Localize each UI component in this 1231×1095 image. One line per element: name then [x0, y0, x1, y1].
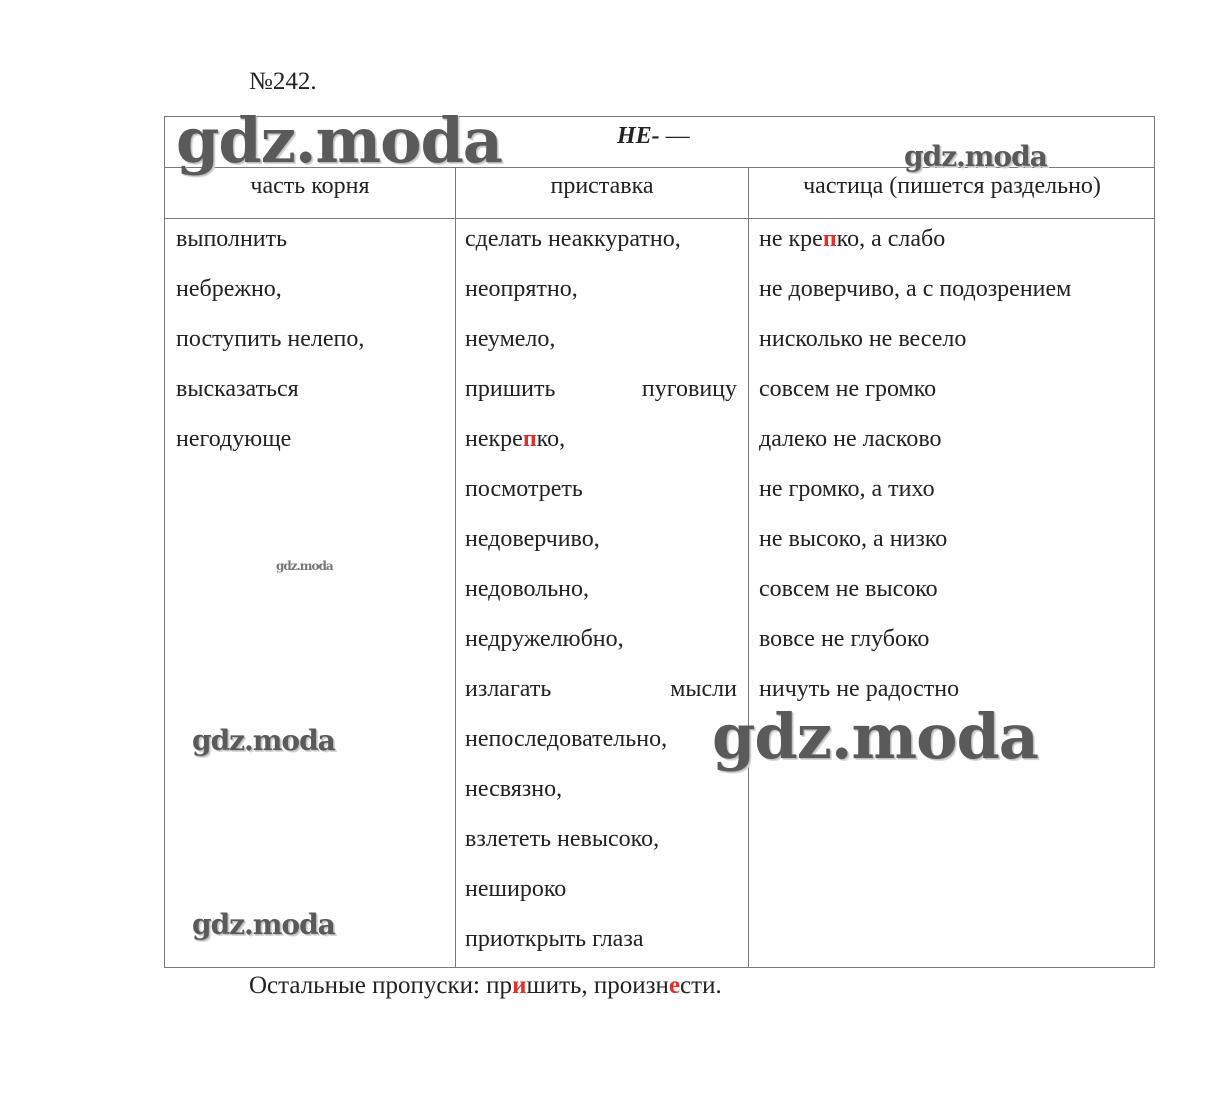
list-item: небрежно, — [176, 276, 282, 302]
list-item: пришить пуговицу — [465, 376, 737, 402]
answer-table — [164, 116, 1155, 968]
column-divider-2 — [748, 167, 749, 967]
list-item: высказаться — [176, 376, 299, 402]
list-item: нешироко — [465, 876, 567, 902]
list-item: недоверчиво, — [465, 526, 600, 552]
watermark-logo: gdz.moda — [904, 140, 1047, 173]
list-item: не громко, а тихо — [759, 476, 935, 502]
exercise-number: №242. — [249, 68, 317, 95]
watermark-logo: gdz.moda — [176, 104, 502, 177]
list-item: недовольно, — [465, 576, 590, 602]
table-title: НЕ- — — [617, 123, 690, 149]
header-prefix: приставка — [550, 173, 654, 199]
list-item: вовсе не глубоко — [759, 626, 930, 652]
list-item: ничуть не радостно — [759, 676, 960, 702]
column-prefix — [465, 221, 737, 971]
list-item: нисколько не весело — [759, 326, 967, 352]
watermark-logo: gdz.moda — [192, 908, 335, 941]
list-item: некрепко, — [465, 426, 566, 452]
list-item: неумело, — [465, 326, 556, 352]
header-divider — [165, 218, 1154, 219]
watermark-logo: gdz.moda — [712, 700, 1038, 773]
remaining-gaps-note: Остальные пропуски: пришить, произнести. — [249, 972, 722, 999]
list-item: непоследовательно, — [465, 726, 668, 752]
list-item: не крепко, а слабо — [759, 226, 946, 252]
list-item: несвязно, — [465, 776, 563, 802]
list-item: взлететь невысоко, — [465, 826, 660, 852]
list-item: далеко не ласково — [759, 426, 942, 452]
column-root-part — [176, 221, 446, 471]
list-item: неопрятно, — [465, 276, 578, 302]
header-root-part: часть корня — [250, 173, 370, 199]
column-divider-1 — [455, 167, 456, 967]
list-item: излагать мысли — [465, 676, 737, 702]
list-item: недружелюбно, — [465, 626, 624, 652]
list-item: посмотреть — [465, 476, 583, 502]
list-item: приоткрыть глаза — [465, 926, 644, 952]
column-particle — [759, 221, 1149, 721]
list-item: выполнить — [176, 226, 288, 252]
list-item: совсем не громко — [759, 376, 937, 402]
watermark-logo: gdz.moda — [192, 724, 335, 757]
list-item: не доверчиво, а с подозрением — [759, 276, 1072, 302]
list-item: сделать неаккуратно, — [465, 226, 681, 252]
watermark-logo: gdz.moda — [276, 559, 333, 573]
list-item: не высоко, а низко — [759, 526, 948, 552]
list-item: совсем не высоко — [759, 576, 938, 602]
list-item: поступить нелепо, — [176, 326, 365, 352]
list-item: негодующе — [176, 426, 292, 452]
header-particle: частица (пишется раздельно) — [803, 173, 1101, 199]
